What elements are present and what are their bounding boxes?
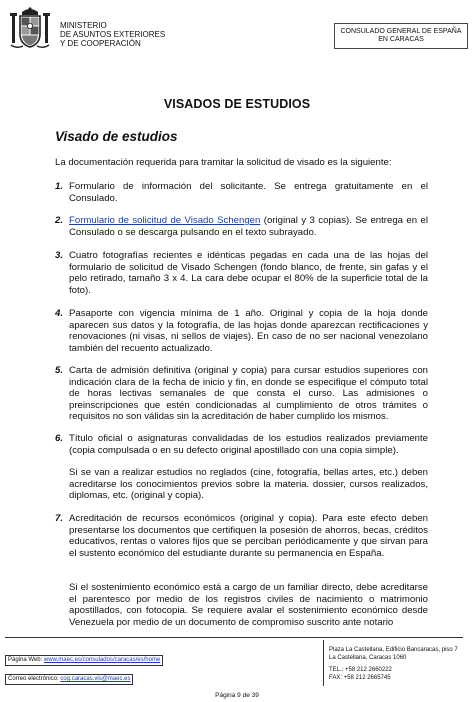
- item-text: [69, 215, 428, 238]
- item-text-rest: (original y 3 copias). Se entrega en el Consulado o se descarga pulsando en el texto subrayado.: [69, 215, 428, 238]
- website-label: Página Web:: [8, 657, 44, 663]
- list-item: [55, 215, 428, 238]
- coat-of-arms-icon: [9, 6, 51, 50]
- phone-number: TEL.: +58 212 2660222: [329, 667, 392, 673]
- ministry-line: MINISTERIO: [60, 21, 107, 30]
- footer-contact: [329, 667, 392, 682]
- item-number: 4.: [55, 308, 64, 319]
- item-text: Acreditación de recursos económicos (original y copia). Para este efecto deben presentarse los documentos que certifiquen la posesión de ahorros, becas, créditos educativos, rentas o valores fijos que se perciban periódicamente y que sirvan para el sustento económico del estudiante durante su permanencia en España.: [69, 513, 428, 559]
- page-title: VISADOS DE ESTUDIOS: [163, 97, 311, 111]
- ministry-line: DE ASUNTOS EXTERIORES: [60, 30, 166, 39]
- footer-divider: [5, 637, 463, 638]
- intro-text: La documentación requerida para tramitar la solicitud de visado es la siguiente:: [55, 157, 392, 168]
- consulate-line: EN CARACAS: [378, 36, 424, 43]
- item-number: 2.: [55, 215, 64, 226]
- footer-vertical-divider: [323, 640, 324, 686]
- website-box: [5, 655, 163, 666]
- item-number: 1.: [55, 181, 64, 192]
- item-number: 7.: [55, 513, 64, 524]
- item-number: 3.: [55, 250, 64, 261]
- item-text: Pasaporte con vigencia mínima de 1 año. Original y copia de la hoja donde aparecen sus datos y la fotografía, de las hojas donde aparezcan rectificaciones y renovaciones (ni visas, ni sellos de viajes). En caso de no ser nacional venezolano también del recuento actualizado.: [69, 308, 428, 354]
- item-text: Cuatro fotografías recientes e idénticas pegadas en cada una de las hojas del formulario de solicitud de Visado Schengen (fondo blanco, de frente, sin gafas y el pelo retirado, tamaño 3 x 4. La cara debe ocupar el 80% de la superficie total de la foto).: [69, 250, 428, 296]
- ministry-line: Y DE COOPERACIÓN: [60, 39, 141, 48]
- item-text: Carta de admisión definitiva (original y copia) para cursar estudios superiores con indicación clara de la fecha de inicio y fin, en donde se especifique el cómputo total de horas lectivas semanales de que consta el curso. Las admisiones o preinscripciones que estén condicionadas al cumplimiento de otros trámites o requisitos no son válidas sin la acreditación de haber cumplido los mismos.: [69, 365, 428, 422]
- email-label: Correo electrónico:: [8, 676, 61, 682]
- list-item: [55, 250, 428, 296]
- paragraph: Si se van a realizar estudios no reglados (cine, fotografía, bellas artes, etc.) deben acreditarse los conocimientos previos sobre la materia. dossier, cursos realizados, diplomas, etc. (original y copia).: [69, 467, 428, 501]
- address-line: Plaza La Castellana, Edificio Bancaracas, piso 7: [329, 647, 458, 653]
- list-item: [55, 433, 428, 456]
- footer-address: [329, 647, 458, 662]
- list-item: [55, 308, 428, 354]
- email-box: [5, 674, 133, 685]
- schengen-form-link[interactable]: Formulario de solicitud de Visado Schengen: [69, 215, 261, 226]
- list-item: [55, 513, 428, 559]
- item-number: 5.: [55, 365, 64, 376]
- address-line: La Castellana, Caracas 1060: [329, 654, 407, 661]
- item-number: 6.: [55, 433, 64, 444]
- email-link[interactable]: cog.caracas.vis@maec.es: [60, 676, 131, 682]
- item-text: Formulario de información del solicitante. Se entrega gratuitamente en el Consulado.: [69, 181, 428, 204]
- ministry-name: [60, 21, 165, 48]
- page-number: Página 9 de 39: [215, 692, 259, 699]
- website-link[interactable]: www.maec.es/consulados/caracas/es/home: [43, 657, 161, 663]
- paragraph: Si el sostenimiento económico está a cargo de un familiar directo, debe acreditarse el parentesco por medio de los registros civiles de nacimiento o matrimonio apostillados, con fotocopia. Se requiere avalar el sostenimiento económico desde Venezuela por medio de un documento de compromiso suscrito ante notario: [69, 582, 428, 628]
- list-item: [55, 181, 428, 204]
- list-item: [55, 365, 428, 423]
- fax-number: FAX: +58 212 2665745: [329, 674, 391, 681]
- item-text: Título oficial o asignaturas convalidadas de los estudios realizados previamente (copia compulsada o en su defecto original apostillado con una copia simple).: [69, 433, 428, 456]
- consulate-line: CONSULADO GENERAL DE ESPAÑA: [340, 27, 462, 35]
- consulate-box: [334, 23, 468, 49]
- section-subtitle: Visado de estudios: [55, 129, 178, 144]
